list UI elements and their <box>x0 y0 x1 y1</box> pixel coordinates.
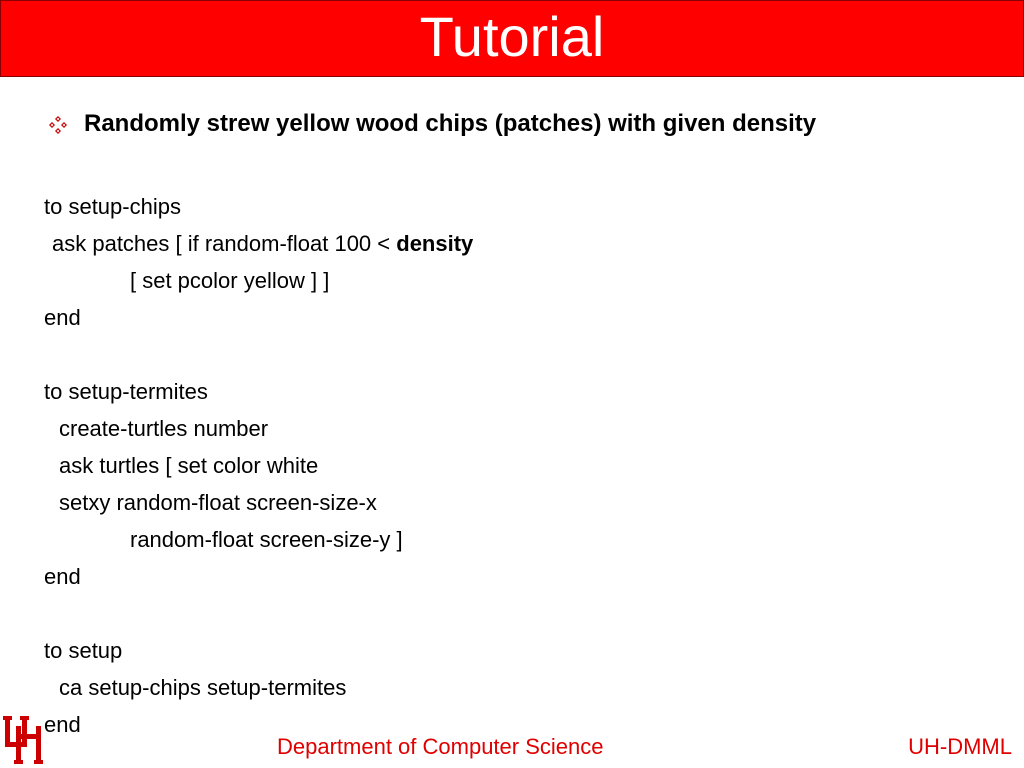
footer-org: UH-DMML <box>908 734 1012 759</box>
uh-logo <box>2 712 44 766</box>
title-bar <box>0 0 1024 77</box>
bullet-text: Randomly strew yellow wood chips (patches) with given density <box>84 110 817 137</box>
four-diamond-bullet-icon <box>48 114 68 134</box>
code-line <box>44 225 473 262</box>
code-line <box>44 262 473 299</box>
code-line <box>44 632 473 669</box>
code-line <box>44 447 473 484</box>
code-line-text: create-turtles number <box>59 416 269 441</box>
code-line <box>44 484 473 521</box>
code-line-text: to setup-chips <box>44 194 181 219</box>
code-block <box>44 188 473 743</box>
slide-title: Tutorial <box>419 4 605 68</box>
code-line <box>44 188 473 225</box>
code-line-text: to setup <box>44 638 123 663</box>
code-line-text: setxy random-float screen-size-x <box>59 490 377 515</box>
bullet-point <box>48 110 816 138</box>
code-line <box>44 373 473 410</box>
code-line-text: ask patches [ if random-float 100 < <box>52 231 397 256</box>
code-line-text: end <box>44 305 81 330</box>
code-line-text: end <box>44 712 81 737</box>
code-line <box>44 336 473 373</box>
code-line <box>44 669 473 706</box>
code-line <box>44 595 473 632</box>
code-line-text: [ set pcolor yellow ] ] <box>130 268 330 293</box>
code-line <box>44 521 473 558</box>
footer-department: Department of Computer Science <box>277 734 604 759</box>
code-line <box>44 410 473 447</box>
code-line-text: random-float screen-size-y ] <box>130 527 403 552</box>
code-line-text: to setup-termites <box>44 379 208 404</box>
code-keyword-density: density <box>396 231 474 256</box>
code-line <box>44 299 473 336</box>
code-line <box>44 558 473 595</box>
code-line-text: ca setup-chips setup-termites <box>59 675 347 700</box>
code-line-text: ask turtles [ set color white <box>59 453 319 478</box>
code-line-text: end <box>44 564 81 589</box>
